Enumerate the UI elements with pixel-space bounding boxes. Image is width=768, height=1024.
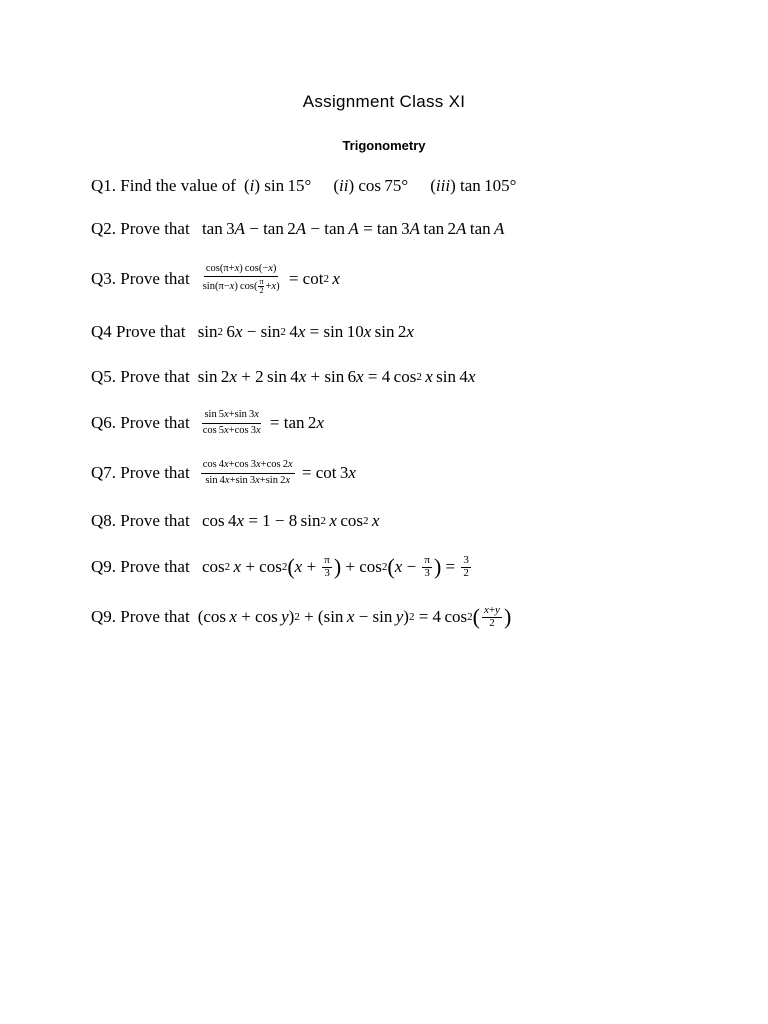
question-9 <box>91 547 473 587</box>
question-expression: (cos x + cos y ) 2 + (sin x − sin y ) 2 = 4 cos 2 ( x+y 2 ) <box>197 603 512 629</box>
document-title: Assignment Class XI <box>302 92 466 111</box>
question-expression: cos 2 x + cos 2 ( x + π 3 ) + cos 2 ( x − π 3 ) = 3 2 <box>197 553 469 579</box>
question-label: Q9. Prove that <box>91 607 190 626</box>
question-label: Q9. Prove that <box>91 557 190 576</box>
question-label: Q3. Prove that <box>91 269 190 288</box>
question-fraction <box>201 459 295 486</box>
question-label: Q5. Prove that <box>91 367 190 386</box>
question-expression: sin 2 6 x − sin 2 4 x = sin 10 x sin 2 x <box>193 322 414 341</box>
question-fraction <box>201 263 282 295</box>
document-subtitle: Trigonometry <box>342 138 426 153</box>
question-expression: sin 2 x + 2 sin 4 x + sin 6 x = 4 cos 2 x sin 4 x <box>197 367 476 386</box>
fraction-numerator: cos 4x+cos 3x+cos 2x <box>201 459 295 473</box>
question-rhs: = cot 3 x <box>297 463 356 482</box>
question-label: Q1. Find the value of <box>91 176 236 195</box>
fraction-denominator: cos 5x+cos 3x <box>202 424 261 436</box>
fraction-denominator: sin(π−x) cos( $\frac{\pi}{2}$ +x) <box>202 277 280 296</box>
question-5 <box>91 357 475 397</box>
question-expression: cos 4 x = 1 − 8 sin 2 x cos 2 x <box>197 511 380 530</box>
question-1 <box>91 166 516 206</box>
question-label: Q7. Prove that <box>91 463 190 482</box>
question-label: Q8. Prove that <box>91 511 190 530</box>
question-expression: tan 3 A − tan 2 A − tan A = tan 3 A tan 2 A tan A <box>197 219 505 238</box>
question-rhs: = cot 2 x <box>284 269 340 288</box>
question-7 <box>91 453 356 493</box>
fraction-denominator: sin 4x+sin 3x+sin 2x <box>205 474 290 486</box>
question-6 <box>91 403 324 443</box>
question-part-ii: ( ii ) cos 75° <box>333 176 409 195</box>
question-part-iii: ( iii ) tan 105° <box>430 176 517 195</box>
question-2 <box>91 209 504 249</box>
fraction-numerator: cos(π+x) cos(−x) <box>204 263 279 277</box>
question-8 <box>91 501 379 541</box>
question-fraction <box>201 409 263 436</box>
question-part-i: ( i ) sin 15° <box>243 176 312 195</box>
question-label: Q6. Prove that <box>91 413 190 432</box>
question-label: Q2. Prove that <box>91 219 190 238</box>
question-10 <box>91 597 511 637</box>
question-4 <box>91 312 414 352</box>
question-label: Q4 Prove that <box>91 322 186 341</box>
question-3 <box>91 259 340 299</box>
question-rhs: = tan 2 x <box>265 413 324 432</box>
fraction-numerator: sin 5x+sin 3x <box>202 409 260 423</box>
